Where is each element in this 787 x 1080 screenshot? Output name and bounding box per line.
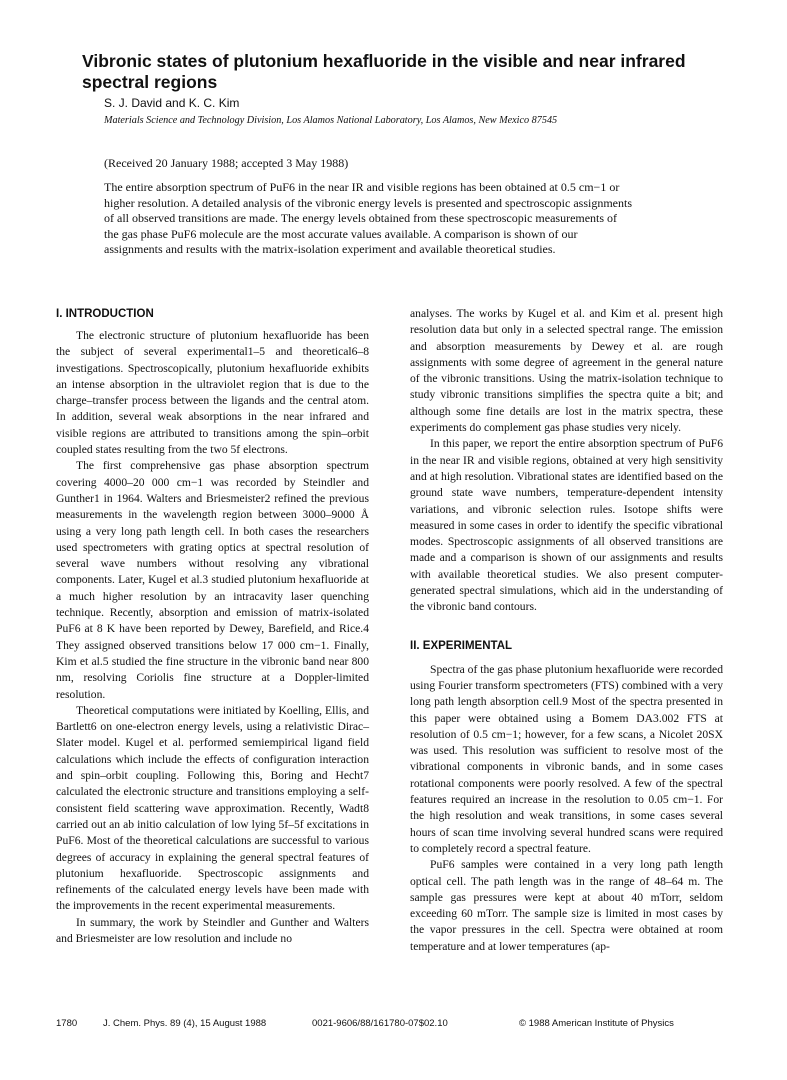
article-title: Vibronic states of plutonium hexafluoride in the visible and near infrared spectral regions (82, 51, 686, 92)
copyright-notice: © 1988 American Institute of Physics (519, 1018, 674, 1029)
paragraph: Theoretical computations were initiated by Koelling, Ellis, and Bartlett6 on one-electron energy levels, using a relativistic Dirac–Slater model. Kugel et al. performed semiempirical ligand field calculations which include the effects of configuration interaction and spin–orbit coupling. Following this, Boring and Hecht7 calculated the electronic structure and transitions employing a self-consistent field scattering wave approximation. Recently, Wadt8 carried out an ab initio calculation of low lying 5f–5f excitations in PuF6. Most of the theoretical calculations are successful to various degrees of accuracy in explaining the general spectral features of plutonium hexafluoride. Spectroscopic assignments and refinements of the calculated energy levels have been made with the improvements in the recent experimental measurements. (56, 703, 369, 913)
author-affiliation: Materials Science and Technology Division, Los Alamos National Laboratory, Los Alamos, New Mexico 87545 (104, 115, 558, 126)
paragraph: Spectra of the gas phase plutonium hexafluoride were recorded using Fourier transform spectrometers (FTS) combined with a very long path length absorption cell.9 Most of the spectra presented in this paper were obtained using a Bomem DA3.002 FTS at resolution of 0.5 cm−1; however, for a few scans, a Nicolet 20SX was used. This resolution was sufficient to resolve most of the vibrational components in vibronic bands, and in some cases rotational components were poorly resolved. A few of the spectral features required an increase in the resolution to 0.05 cm−1. For the high resolution and weak transitions, in some cases several hours of scan time involving several hundred scans were required to completely record a spectral feature. (410, 662, 723, 855)
page-number: 1780 (56, 1018, 78, 1029)
received-dates: (Received 20 January 1988; accepted 3 May 1988) (104, 156, 349, 170)
paragraph: The first comprehensive gas phase absorption spectrum covering 4000–20 000 cm−1 was recorded by Steindler and Gunther1 in 1964. Walters and Briesmeister2 refined the previous measurements in the wavelength region between 3000–9000 Å using a very long path length cell. In both cases the researchers used spectrometers with grating optics at spectral resolution of several wave numbers without resolving any vibrational components. Later, Kugel et al.3 studied plutonium hexafluoride at a much higher resolution by an intracavity laser quenching technique. Recently, absorption and emission of matrix-isolated PuF6 at 8 K have been reported by Dewey, Barefield, and Rice.4 They assigned observed transitions below 17 000 cm−1. Finally, Kim et al.5 studied the fine structure in the vibronic band near 800 nm, resolving Coriolis fine structure at a Doppler-limited resolution. (56, 459, 369, 701)
paragraph: PuF6 samples were contained in a very long path length optical cell. The path length was in the range of 48–64 m. The sample gas pressures were kept at about 40 mTorr, seldom exceeding 60 mTorr. The sample size is limited in most cases by the vapor pressures in the cell. Spectra were obtained at room temperature and at lower temperatures (ap- (410, 858, 723, 953)
author-list: S. J. David and K. C. Kim (104, 96, 240, 110)
section-heading-experimental: II. EXPERIMENTAL (410, 639, 513, 652)
paragraph: The electronic structure of plutonium hexafluoride has been the subject of several experimental1–5 and theoretical6–8 investigations. Spectroscopically, plutonium hexafluoride exhibits an intense absorption in the ultraviolet region that is due to the charge–transfer process between the ligands and the central atom. In addition, several weak absorptions in the near infrared and visible regions are attributed to transitions among the spin–orbit coupled states resulting from the two 5f electrons. (56, 329, 369, 457)
paragraph: In summary, the work by Steindler and Gunther and Walters and Briesmeister are low resolution and include no (56, 915, 369, 945)
right-column (410, 306, 723, 955)
journal-citation: J. Chem. Phys. 89 (4), 15 August 1988 (103, 1018, 267, 1029)
section-heading-introduction: I. INTRODUCTION (56, 308, 154, 320)
paragraph: analyses. The works by Kugel et al. and Kim et al. present high resolution data but only in a selected spectral range. The emission and absorption measurements by Dewey et al. are rough assignments with some degree of agreement in the general nature of the vibronic transitions. Using the matrix-isolation technique to study vibronic transitions simplifies the spectra quite a bit; and although some fine details are lost in the matrix spectra, these experiments do complement gas phase studies very nicely. (410, 307, 723, 435)
left-column (56, 306, 369, 947)
abstract: The entire absorption spectrum of PuF6 in the near IR and visible regions has been obtained at 0.5 cm−1 or higher resolution. A detailed analysis of the vibronic energy levels is presented and spectroscopic assignments of all observed transitions are made. The energy levels obtained from these spectroscopic measurements of the gas phase PuF6 molecule are the most accurate values available. A comparison is shown of our assignments and results with the matrix-isolation experiment and available theoretical studies. (104, 180, 632, 257)
paragraph: In this paper, we report the entire absorption spectrum of PuF6 in the near IR and visible regions, obtained at very high sensitivity and at high resolution. Vibrational states are identified based on the ground state wave numbers, temperature-dependent intensity variations, and vibronic selection rules. Isotope shifts were measured in some cases in order to identify the specific vibrational modes. Spectroscopic assignments of all observed transitions are made and a comparison is shown of our assignments and results with available theoretical studies. We also present computer-generated spectral simulations, which aid in the understanding of the vibronic band contours. (410, 437, 723, 614)
article-code: 0021-9606/88/161780-07$02.10 (312, 1018, 448, 1029)
